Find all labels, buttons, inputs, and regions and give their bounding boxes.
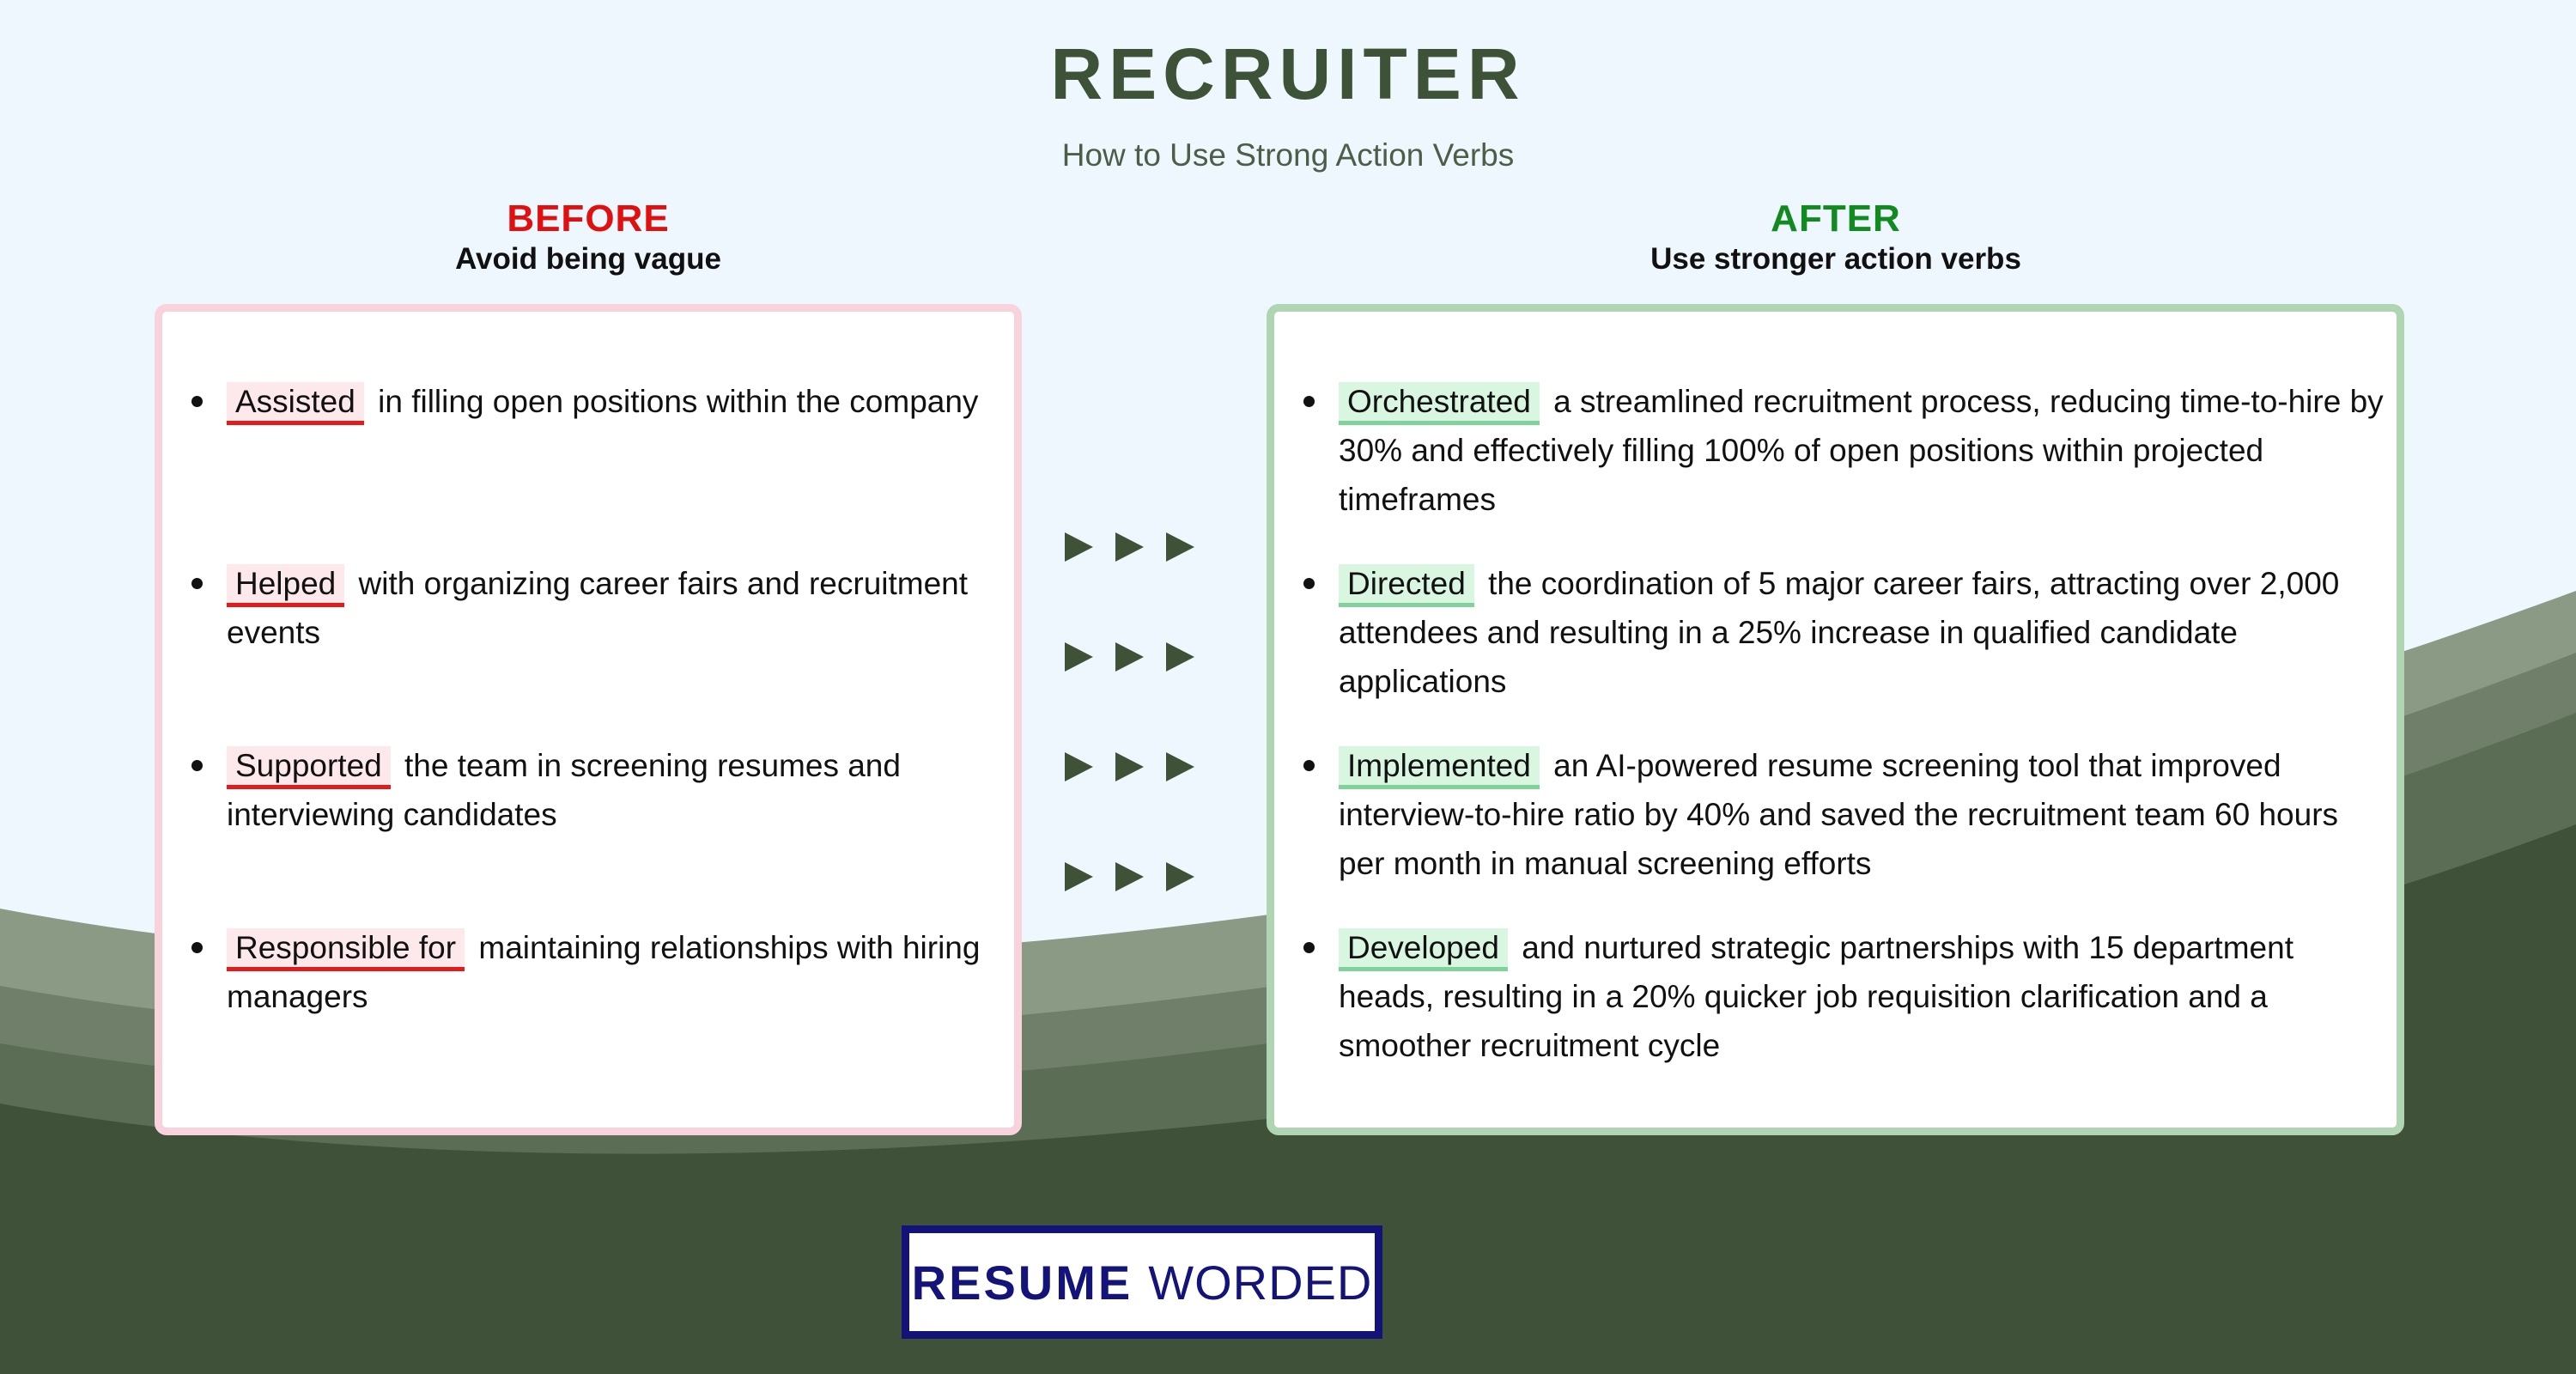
logo-text-light: WORDED [1148, 1255, 1373, 1310]
strong-verb: Orchestrated [1339, 382, 1540, 425]
item-text: and nurtured strategic partnerships with 15 department heads, resulting in a 20% quicker job requisition clarification and a smoother recruitment cycle [1339, 930, 2293, 1063]
arrow-group [1065, 862, 1194, 891]
bullet-dot-icon [1303, 942, 1315, 953]
right-triangle-icon [1166, 532, 1194, 562]
arrow-group [1065, 752, 1194, 781]
bullet-dot-icon [191, 396, 203, 407]
right-triangle-icon [1115, 752, 1144, 781]
before-item [162, 559, 1008, 657]
after-item [1274, 923, 2391, 1070]
right-triangle-icon [1115, 862, 1144, 891]
after-item [1274, 559, 2391, 706]
right-triangle-icon [1065, 532, 1093, 562]
item-text: an AI-powered resume screening tool that improved interview-to-hire ratio by 40% and saved the recruitment team 60 hours per month in manual screening efforts [1339, 748, 2339, 881]
after-item [1274, 741, 2391, 888]
after-item [1274, 377, 2391, 524]
item-text: a streamlined recruitment process, reducing time-to-hire by 30% and effectively filling 100% of open positions within projected timeframes [1339, 384, 2384, 517]
bullet-dot-icon [1303, 760, 1315, 771]
logo-text-bold: RESUME [911, 1255, 1133, 1310]
bullet-dot-icon [191, 942, 203, 953]
bullet-dot-icon [191, 760, 203, 771]
right-triangle-icon [1065, 752, 1093, 781]
page-subtitle: How to Use Strong Action Verbs [1061, 137, 1515, 173]
item-text: the coordination of 5 major career fairs, attracting over 2,000 attendees and resulting in a 25% increase in qualified candidate applications [1339, 566, 2340, 699]
before-sublabel: Avoid being vague [455, 242, 721, 276]
arrow-group [1065, 642, 1194, 672]
item-text: the team in screening resumes and interviewing candidates [227, 748, 901, 832]
after-label: AFTER [1771, 198, 1901, 240]
right-triangle-icon [1166, 752, 1194, 781]
weak-verb: Supported [227, 746, 391, 789]
after-header [1269, 198, 2403, 277]
arrow-group [1065, 532, 1194, 562]
weak-verb: Responsible for [227, 928, 465, 971]
before-card [155, 304, 1022, 1135]
page-title: RECRUITER [1050, 33, 1526, 114]
after-sublabel: Use stronger action verbs [1650, 242, 2021, 276]
before-header [155, 198, 1022, 277]
right-triangle-icon [1115, 642, 1144, 672]
before-item [162, 741, 1008, 839]
resume-worded-logo[interactable] [902, 1225, 1382, 1339]
item-text: in filling open positions within the company [378, 384, 979, 419]
strong-verb: Developed [1339, 928, 1508, 971]
bullet-dot-icon [1303, 578, 1315, 589]
before-label: BEFORE [507, 198, 670, 240]
right-triangle-icon [1115, 532, 1144, 562]
right-triangle-icon [1065, 862, 1093, 891]
strong-verb: Directed [1339, 564, 1474, 607]
right-triangle-icon [1166, 642, 1194, 672]
before-item [162, 923, 1008, 1021]
before-item [162, 377, 1008, 426]
bullet-dot-icon [191, 578, 203, 589]
bullet-dot-icon [1303, 396, 1315, 407]
weak-verb: Assisted [227, 382, 364, 425]
after-card [1267, 304, 2404, 1135]
item-text: maintaining relationships with hiring managers [227, 930, 981, 1014]
right-triangle-icon [1065, 642, 1093, 672]
right-triangle-icon [1166, 862, 1194, 891]
strong-verb: Implemented [1339, 746, 1540, 789]
item-text: with organizing career fairs and recruitment events [227, 566, 969, 650]
weak-verb: Helped [227, 564, 344, 607]
